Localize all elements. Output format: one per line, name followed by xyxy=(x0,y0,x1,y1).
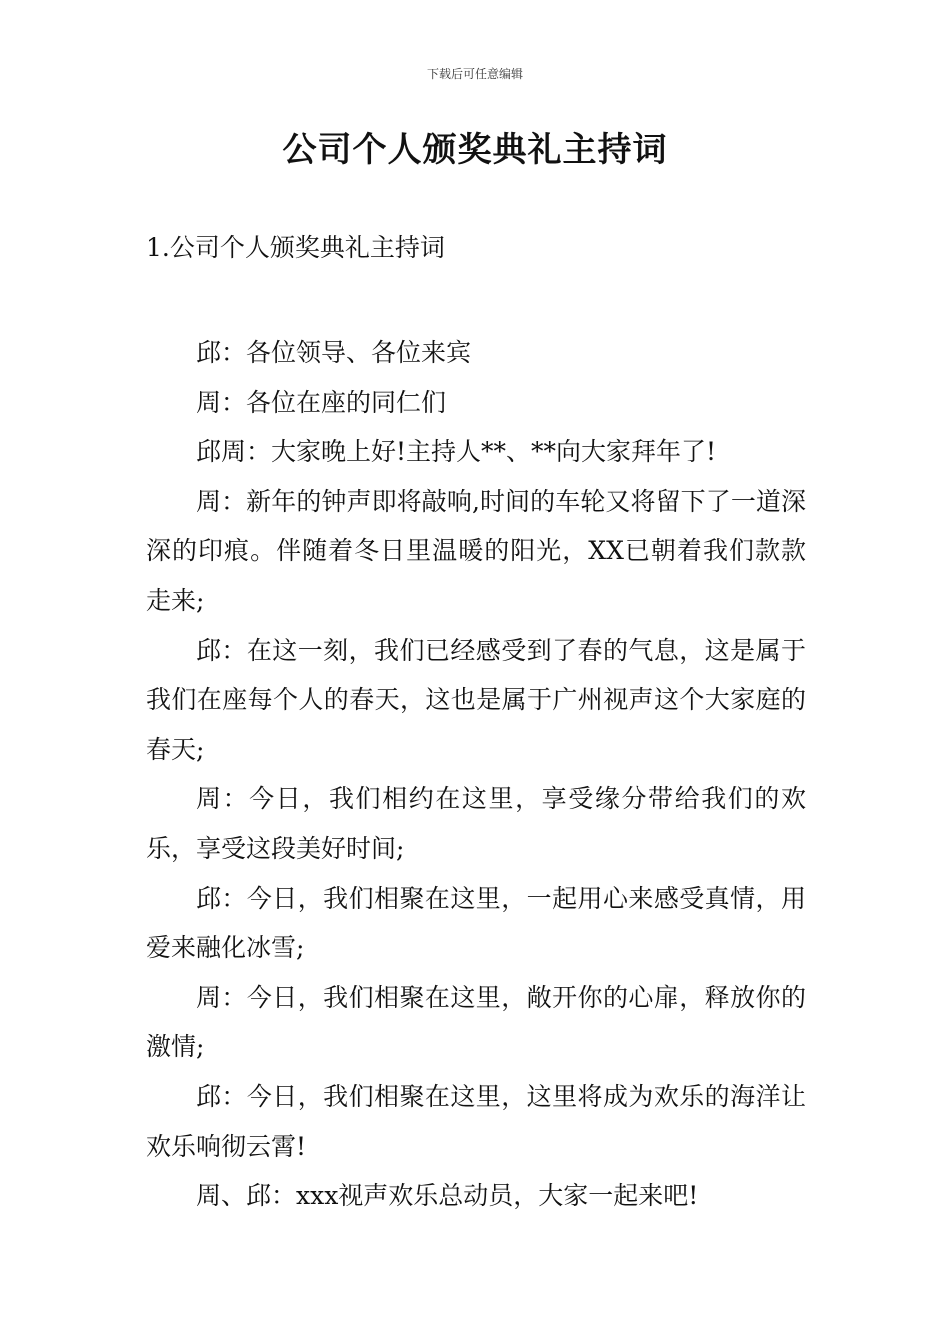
paragraph-6: 周：今日，我们相约在这里，享受缘分带给我们的欢乐，享受这段美好时间; xyxy=(146,784,806,863)
paragraph-3: 邱周：大家晚上好!主持人**、**向大家拜年了! xyxy=(196,437,717,467)
paragraph-10: 周、邱：xxx视声欢乐总动员，大家一起来吧! xyxy=(196,1181,699,1211)
paragraph-1: 邱：各位领导、各位来宾 xyxy=(196,338,472,367)
paragraph-2: 周：各位在座的同仁们 xyxy=(196,387,447,417)
paragraph-5: 邱：在这一刻，我们已经感受到了春的气息，这是属于我们在座每个人的春天，这也是属于广州视声这个大家庭的春天; xyxy=(146,635,806,764)
document-body xyxy=(146,328,806,1221)
document-title: 公司个人颁奖典礼主持词 xyxy=(282,130,668,170)
paragraph-7: 邱：今日，我们相聚在这里，一起用心来感受真情，用爱来融化冰雪; xyxy=(146,883,806,963)
paragraph-9: 邱：今日，我们相聚在这里，这里将成为欢乐的海洋让欢乐响彻云霄! xyxy=(146,1081,806,1161)
header-note: 下载后可任意编辑 xyxy=(426,67,523,81)
section-heading: 1.公司个人颁奖典礼主持词 xyxy=(146,233,445,262)
paragraph-8: 周：今日，我们相聚在这里，敞开你的心扉，释放你的激情; xyxy=(146,982,806,1062)
paragraph-4: 周：新年的钟声即将敲响,时间的车轮又将留下了一道深深的印痕。伴随着冬日里温暖的阳光，XX已朝着我们款款走来; xyxy=(146,486,806,615)
